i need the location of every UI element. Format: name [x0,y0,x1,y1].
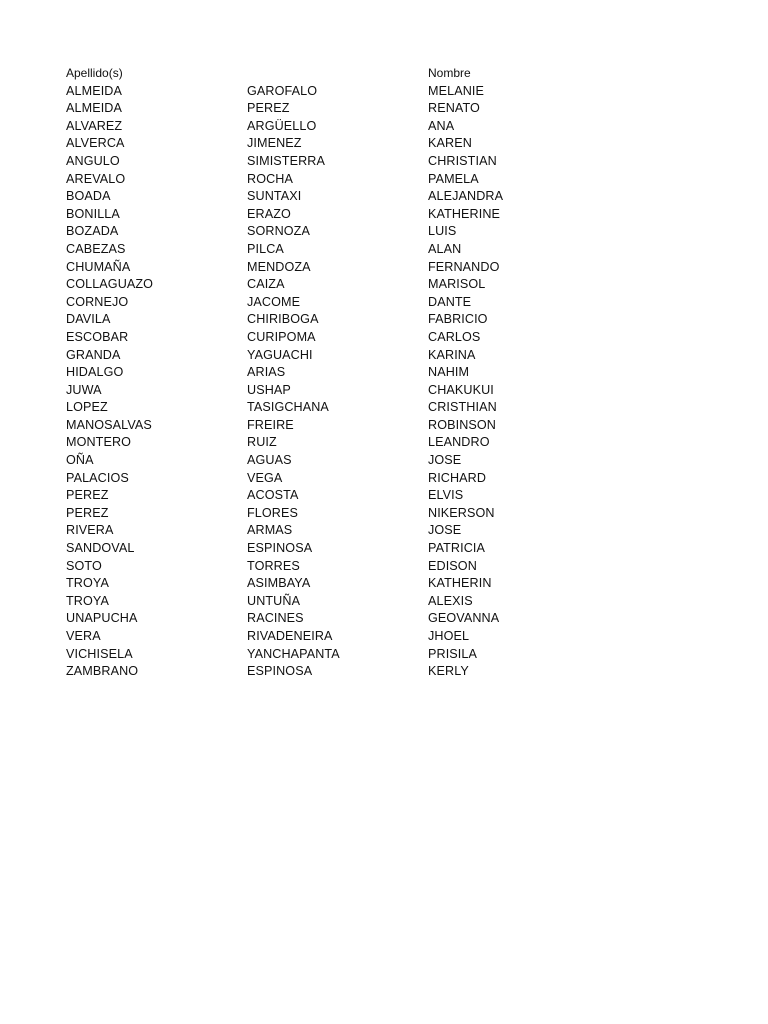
second-surname-cell: UNTUÑA [247,593,301,608]
given-name-cell: RICHARD [428,470,487,485]
first-surname-cell: UNAPUCHA [66,611,138,626]
first-surname-cell: AREVALO [66,171,126,186]
table-row [66,487,626,505]
second-surname-cell: CURIPOMA [247,329,316,344]
given-name-cell: ANA [428,118,455,133]
second-surname-cell: USHAP [247,382,291,397]
table-row [66,100,626,118]
table-row [66,593,626,611]
given-name-cell: JHOEL [428,629,470,643]
table-row [66,118,626,136]
table-row [66,505,626,523]
given-name-cell: CRISTHIAN [428,400,497,415]
header-row [66,65,626,83]
given-name-cell: CHAKUKUI [428,382,494,397]
table-body [66,83,626,681]
given-name-cell: PRISILA [428,646,477,661]
first-surname-cell: BOZADA [66,224,119,239]
table-row [66,188,626,206]
first-surname-cell: CHUMAÑA [66,259,131,274]
second-surname-cell: ROCHA [247,171,293,186]
first-surname-cell: PALACIOS [66,470,129,485]
table-row [66,417,626,435]
first-surname-cell: OÑA [66,453,94,468]
first-surname-cell: JUWA [66,382,102,397]
given-name-cell: FERNANDO [428,259,500,274]
second-surname-cell: RUIZ [247,435,277,450]
given-name-cell: MARISOL [428,277,486,292]
second-surname-cell: ARMAS [247,523,293,538]
table-row [66,399,626,417]
header-nombre: Nombre [428,66,471,80]
second-surname-cell: PILCA [247,241,284,256]
first-surname-cell: LOPEZ [66,400,108,415]
name-list-sheet [66,65,626,681]
first-surname-cell: ESCOBAR [66,329,129,344]
table-row [66,558,626,576]
given-name-cell: ALEJANDRA [428,189,504,204]
table-row [66,364,626,382]
first-surname-cell: TROYA [66,576,109,591]
table-row [66,135,626,153]
given-name-cell: JOSE [428,453,462,468]
first-surname-cell: CABEZAS [66,241,126,256]
first-surname-cell: ANGULO [66,153,120,168]
second-surname-cell: YANCHAPANTA [247,646,340,661]
first-surname-cell: PEREZ [66,505,109,520]
second-surname-cell: GAROFALO [247,83,318,98]
table-row [66,382,626,400]
table-row [66,311,626,329]
second-surname-cell: ERAZO [247,206,291,221]
table-row [66,646,626,664]
second-surname-cell: MENDOZA [247,259,311,274]
table-row [66,206,626,224]
first-surname-cell: PEREZ [66,488,109,503]
given-name-cell: KATHERINE [428,206,501,221]
given-name-cell: ELVIS [428,488,464,503]
table-row [66,294,626,312]
first-surname-cell: ALMEIDA [66,83,122,98]
given-name-cell: PATRICIA [428,541,486,556]
table-row [66,259,626,277]
second-surname-cell: JACOME [247,294,301,309]
first-surname-cell: HIDALGO [66,365,124,380]
second-surname-cell: PEREZ [247,101,290,116]
given-name-cell: EDISON [428,558,477,573]
second-surname-cell: SIMISTERRA [247,153,325,168]
table-row [66,575,626,593]
table-row [66,452,626,470]
first-surname-cell: MONTERO [66,435,132,450]
table-row [66,540,626,558]
table-row [66,610,626,628]
first-surname-cell: TROYA [66,593,109,608]
given-name-cell: KATHERIN [428,576,492,591]
header-second-surname [247,65,428,83]
second-surname-cell: ASIMBAYA [247,576,311,591]
given-name-cell: NAHIM [428,365,470,380]
first-surname-cell: ZAMBRANO [66,664,139,679]
second-surname-cell: FREIRE [247,417,294,432]
first-surname-cell: ALMEIDA [66,101,122,116]
second-surname-cell: FLORES [247,505,298,520]
second-surname-cell: RACINES [247,611,304,626]
table-row [66,434,626,452]
given-name-cell: KERLY [428,664,469,679]
given-name-cell: DANTE [428,294,472,309]
first-surname-cell: ALVAREZ [66,118,123,133]
second-surname-cell: YAGUACHI [247,347,313,362]
second-surname-cell: TASIGCHANA [247,400,329,415]
table-row [66,628,626,646]
name-table [66,65,626,681]
first-surname-cell: CORNEJO [66,294,129,309]
first-surname-cell: RIVERA [66,523,114,538]
first-surname-cell: DAVILA [66,312,111,327]
second-surname-cell: CAIZA [247,277,285,292]
second-surname-cell: AGUAS [247,453,292,468]
table-row [66,276,626,294]
given-name-cell: PAMELA [428,171,479,186]
table-row [66,470,626,488]
given-name-cell: LEANDRO [428,435,490,450]
given-name-cell: KARINA [428,347,476,362]
first-surname-cell: SANDOVAL [66,541,135,556]
table-row [66,347,626,365]
given-name-cell: FABRICIO [428,312,488,327]
table-row [66,223,626,241]
given-name-cell: MELANIE [428,83,484,98]
given-name-cell: ROBINSON [428,417,496,432]
table-row [66,663,626,681]
second-surname-cell: ARGÜELLO [247,118,317,133]
first-surname-cell: VERA [66,629,101,643]
second-surname-cell: ACOSTA [247,488,299,503]
given-name-cell: JOSE [428,523,462,538]
table-row [66,329,626,347]
second-surname-cell: RIVADENEIRA [247,629,333,643]
first-surname-cell: BONILLA [66,206,120,221]
second-surname-cell: TORRES [247,558,300,573]
second-surname-cell: CHIRIBOGA [247,312,319,327]
given-name-cell: ALAN [428,241,462,256]
second-surname-cell: JIMENEZ [247,136,302,151]
first-surname-cell: GRANDA [66,347,121,362]
header-apellidos: Apellido(s) [66,66,123,80]
first-surname-cell: MANOSALVAS [66,417,152,432]
first-surname-cell: COLLAGUAZO [66,277,154,292]
first-surname-cell: BOADA [66,189,111,204]
second-surname-cell: ESPINOSA [247,664,313,679]
table-row [66,171,626,189]
table-row [66,522,626,540]
given-name-cell: ALEXIS [428,593,473,608]
first-surname-cell: SOTO [66,558,102,573]
given-name-cell: RENATO [428,101,480,116]
given-name-cell: GEOVANNA [428,611,500,626]
given-name-cell: CARLOS [428,329,481,344]
first-surname-cell: ALVERCA [66,136,125,151]
given-name-cell: LUIS [428,224,457,239]
given-name-cell: NIKERSON [428,505,495,520]
second-surname-cell: VEGA [247,470,283,485]
second-surname-cell: ESPINOSA [247,541,313,556]
given-name-cell: CHRISTIAN [428,153,497,168]
table-row [66,153,626,171]
table-row [66,83,626,101]
first-surname-cell: VICHISELA [66,646,133,661]
second-surname-cell: ARIAS [247,365,286,380]
second-surname-cell: SORNOZA [247,224,310,239]
second-surname-cell: SUNTAXI [247,189,302,204]
given-name-cell: KAREN [428,136,472,151]
table-row [66,241,626,259]
